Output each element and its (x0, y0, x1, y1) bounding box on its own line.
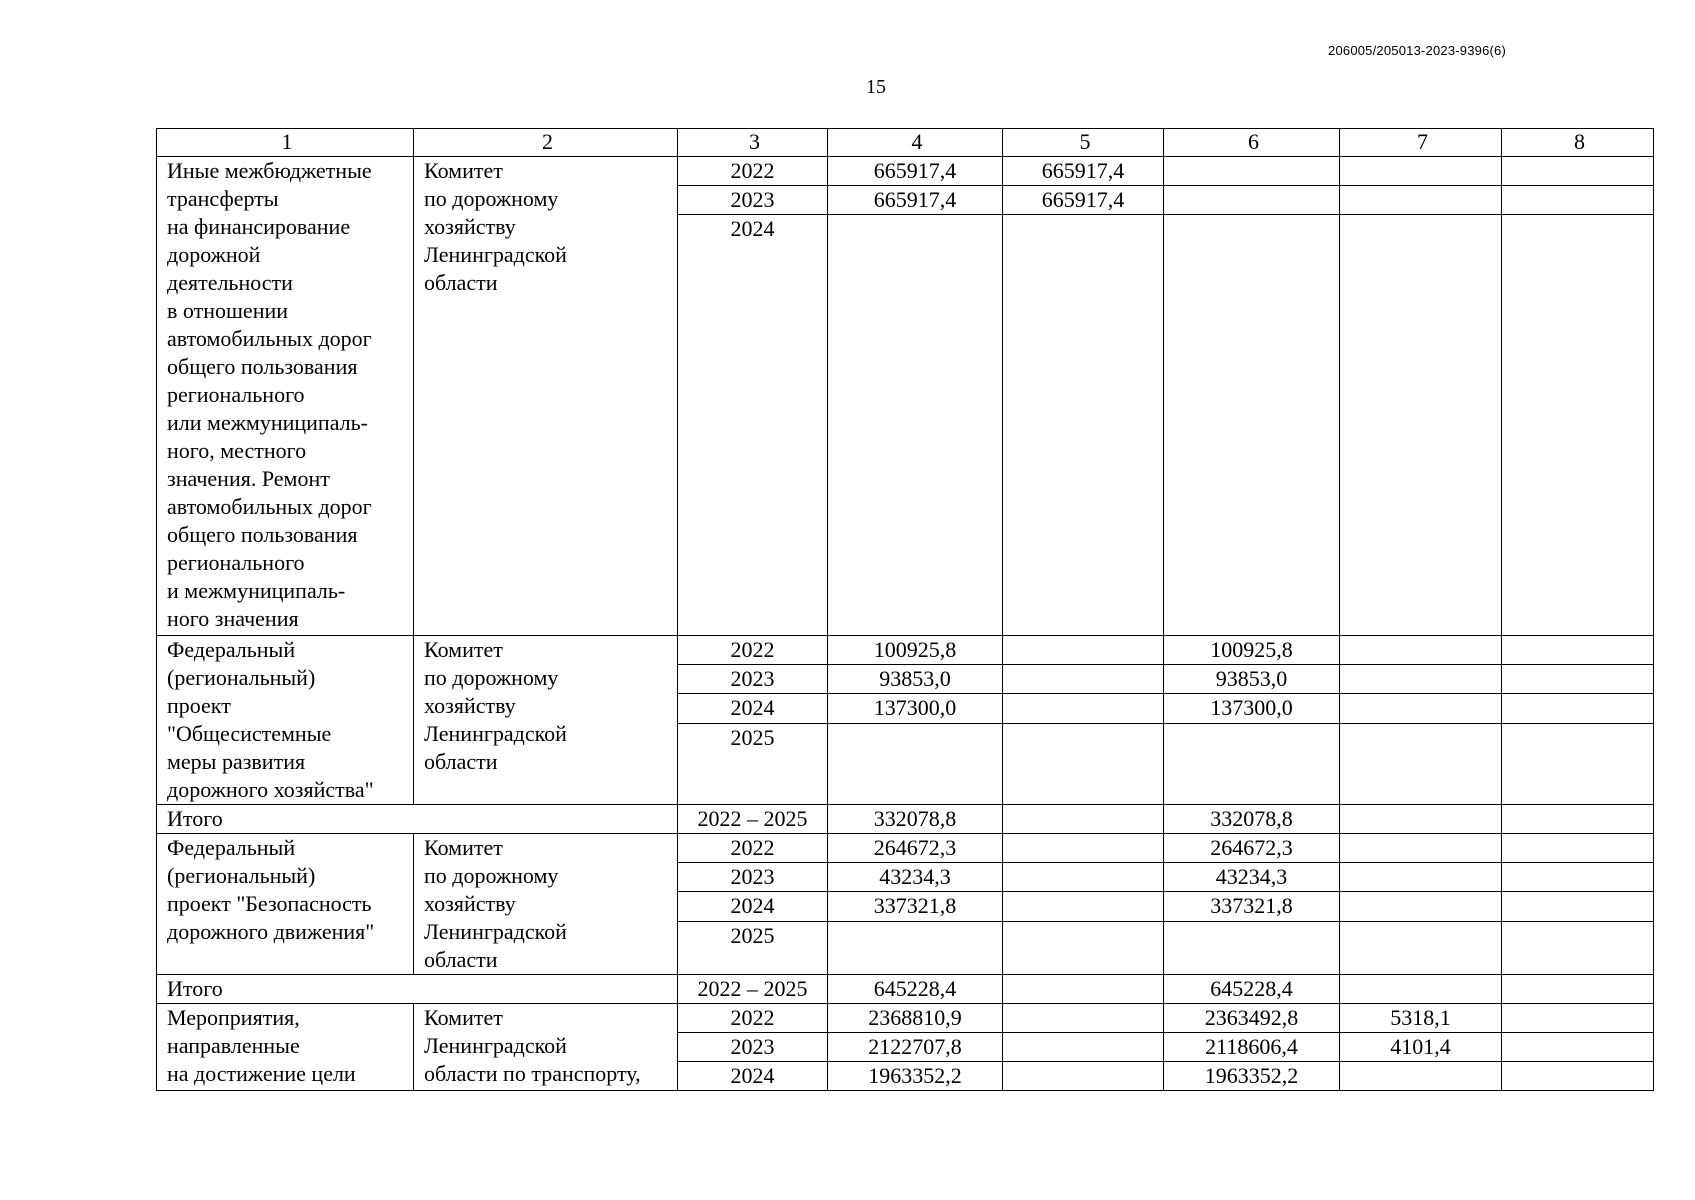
value-cell (1502, 694, 1654, 723)
value-cell (1340, 694, 1502, 723)
value-cell: 645228,4 (1164, 975, 1340, 1004)
value-cell (1164, 186, 1340, 215)
column-header: 5 (1003, 129, 1164, 157)
year-cell: 2022 (678, 636, 828, 665)
value-cell (1502, 215, 1654, 636)
value-cell (1003, 834, 1164, 863)
value-cell: 2122707,8 (828, 1033, 1003, 1062)
value-cell (1003, 636, 1164, 665)
value-cell (1502, 665, 1654, 694)
value-cell (1003, 665, 1164, 694)
value-cell (1502, 921, 1654, 974)
executor-cell: Комитет по дорожному хозяйству Ленинградской области (414, 157, 678, 636)
value-cell (1502, 1033, 1654, 1062)
value-cell: 665917,4 (828, 186, 1003, 215)
value-cell (1340, 157, 1502, 186)
column-header: 4 (828, 129, 1003, 157)
year-cell: 2022 – 2025 (678, 805, 828, 834)
executor-cell: Комитет по дорожному хозяйству Ленинградской области (414, 636, 678, 805)
table-row (157, 157, 1654, 186)
value-cell (1502, 975, 1654, 1004)
value-cell (1340, 834, 1502, 863)
measure-name-cell: Иные межбюджетные трансферты на финансирование дорожной деятельности в отношении автомобильных дорог общего пользования регионального или межмуниципаль- ного, местного значения. Ремонт автомобильных дорог общего пользования регионального и межмуниципаль- ного значения (157, 157, 414, 636)
budget-table (156, 128, 1654, 1091)
value-cell (1340, 723, 1502, 804)
value-cell: 100925,8 (1164, 636, 1340, 665)
table-row (157, 1004, 1654, 1033)
value-cell: 2118606,4 (1164, 1033, 1340, 1062)
value-cell (1340, 975, 1502, 1004)
value-cell (1164, 157, 1340, 186)
column-header: 1 (157, 129, 414, 157)
value-cell (1003, 975, 1164, 1004)
value-cell: 337321,8 (1164, 892, 1340, 921)
year-cell: 2024 (678, 694, 828, 723)
value-cell (828, 921, 1003, 974)
value-cell (1003, 1033, 1164, 1062)
year-cell: 2025 (678, 723, 828, 804)
value-cell (1502, 157, 1654, 186)
value-cell: 4101,4 (1340, 1033, 1502, 1062)
value-cell: 2363492,8 (1164, 1004, 1340, 1033)
value-cell (1502, 1004, 1654, 1033)
measure-name-cell: Мероприятия, направленные на достижение цели (157, 1004, 414, 1091)
value-cell: 93853,0 (828, 665, 1003, 694)
value-cell: 1963352,2 (1164, 1062, 1340, 1091)
value-cell (1003, 805, 1164, 834)
total-label: Итого (157, 975, 678, 1004)
value-cell: 332078,8 (1164, 805, 1340, 834)
value-cell (1003, 215, 1164, 636)
value-cell (1502, 892, 1654, 921)
value-cell: 332078,8 (828, 805, 1003, 834)
total-row (157, 975, 1654, 1004)
value-cell (1502, 1062, 1654, 1091)
value-cell (1340, 186, 1502, 215)
value-cell (828, 215, 1003, 636)
column-header: 8 (1502, 129, 1654, 157)
value-cell: 43234,3 (1164, 863, 1340, 892)
year-cell: 2023 (678, 186, 828, 215)
value-cell (1003, 1004, 1164, 1033)
value-cell (1340, 215, 1502, 636)
column-header: 2 (414, 129, 678, 157)
value-cell (1340, 665, 1502, 694)
value-cell: 137300,0 (1164, 694, 1340, 723)
value-cell: 93853,0 (1164, 665, 1340, 694)
value-cell (1003, 694, 1164, 723)
value-cell: 665917,4 (1003, 157, 1164, 186)
column-header: 6 (1164, 129, 1340, 157)
value-cell (1340, 636, 1502, 665)
value-cell (1502, 805, 1654, 834)
value-cell (1502, 723, 1654, 804)
table-row (157, 636, 1654, 665)
value-cell: 264672,3 (1164, 834, 1340, 863)
value-cell: 43234,3 (828, 863, 1003, 892)
year-cell: 2022 – 2025 (678, 975, 828, 1004)
year-cell: 2023 (678, 1033, 828, 1062)
value-cell: 264672,3 (828, 834, 1003, 863)
year-cell: 2022 (678, 834, 828, 863)
value-cell: 137300,0 (828, 694, 1003, 723)
total-row (157, 805, 1654, 834)
table-row (157, 834, 1654, 863)
measure-name-cell: Федеральный (региональный) проект "Общесистемные меры развития дорожного хозяйства" (157, 636, 414, 805)
value-cell: 100925,8 (828, 636, 1003, 665)
year-cell: 2024 (678, 215, 828, 636)
value-cell (1164, 215, 1340, 636)
value-cell: 645228,4 (828, 975, 1003, 1004)
value-cell: 665917,4 (1003, 186, 1164, 215)
year-cell: 2025 (678, 921, 828, 974)
value-cell (1340, 1062, 1502, 1091)
value-cell (1340, 892, 1502, 921)
column-header: 7 (1340, 129, 1502, 157)
value-cell: 665917,4 (828, 157, 1003, 186)
value-cell (1164, 921, 1340, 974)
column-header: 3 (678, 129, 828, 157)
year-cell: 2022 (678, 1004, 828, 1033)
value-cell: 337321,8 (828, 892, 1003, 921)
value-cell (828, 723, 1003, 804)
year-cell: 2024 (678, 1062, 828, 1091)
measure-name-cell: Федеральный (региональный) проект "Безопасность дорожного движения" (157, 834, 414, 975)
total-label: Итого (157, 805, 678, 834)
year-cell: 2023 (678, 665, 828, 694)
value-cell (1003, 892, 1164, 921)
year-cell: 2024 (678, 892, 828, 921)
value-cell (1340, 863, 1502, 892)
page-number: 15 (866, 76, 886, 98)
value-cell: 2368810,9 (828, 1004, 1003, 1033)
year-cell: 2023 (678, 863, 828, 892)
column-number-row (157, 129, 1654, 157)
document-id: 206005/205013-2023-9396(6) (1328, 43, 1506, 58)
value-cell (1502, 636, 1654, 665)
year-cell: 2022 (678, 157, 828, 186)
value-cell (1502, 863, 1654, 892)
value-cell (1502, 834, 1654, 863)
value-cell: 5318,1 (1340, 1004, 1502, 1033)
value-cell (1340, 921, 1502, 974)
value-cell (1502, 186, 1654, 215)
value-cell (1340, 805, 1502, 834)
value-cell (1003, 921, 1164, 974)
value-cell (1003, 1062, 1164, 1091)
value-cell (1003, 723, 1164, 804)
value-cell: 1963352,2 (828, 1062, 1003, 1091)
value-cell (1164, 723, 1340, 804)
executor-cell: Комитет Ленинградской области по транспорту, (414, 1004, 678, 1091)
executor-cell: Комитет по дорожному хозяйству Ленинградской области (414, 834, 678, 975)
value-cell (1003, 863, 1164, 892)
